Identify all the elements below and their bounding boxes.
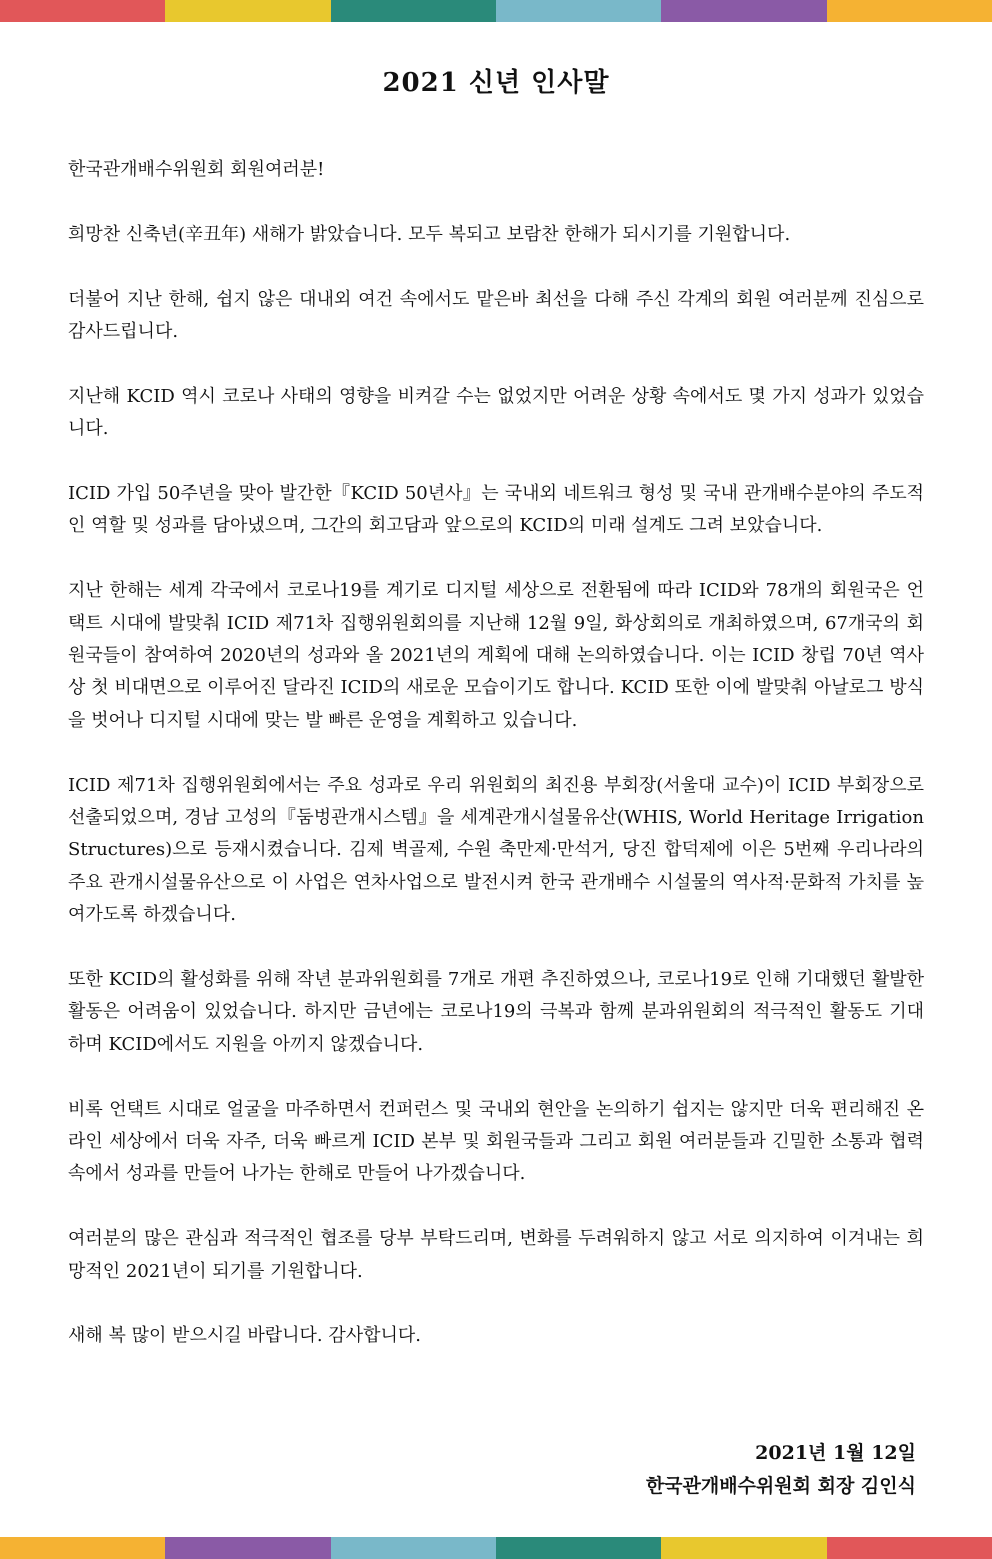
stripe-segment: [331, 1537, 496, 1559]
paragraph-greeting: 한국관개배수위원회 회원여러분!: [68, 159, 325, 180]
signature-name: 한국관개배수위원회 회장 김인식: [645, 1475, 916, 1497]
paragraph: 더불어 지난 한해, 쉽지 않은 대내외 여건 속에서도 맡은바 최선을 다해 주신 각계의 회원 여러분께 진심으로 감사드립니다.: [68, 288, 924, 342]
stripe-segment: [0, 0, 165, 22]
paragraph: 여러분의 많은 관심과 적극적인 협조를 당부 부탁드리며, 변화를 두려워하지 않고 서로 의지하여 이겨내는 희망적인 2021년이 되기를 기원합니다.: [68, 1228, 924, 1282]
stripe-segment: [165, 0, 330, 22]
stripe-segment: [661, 0, 826, 22]
paragraph: 지난해 KCID 역시 코로나 사태의 영향을 비켜갈 수는 없었지만 어려운 상황 속에서도 몇 가지 성과가 있었습니다.: [68, 385, 924, 440]
bottom-color-stripe: [0, 1537, 992, 1559]
stripe-segment: [827, 1537, 992, 1559]
stripe-segment: [496, 1537, 661, 1559]
stripe-segment: [331, 0, 496, 22]
paragraph: ICID 제71차 집행위원회에서는 주요 성과로 우리 위원회의 최진용 부회장(서울대 교수)이 ICID 부회장으로 선출되었으며, 경남 고성의『둠벙관개시스템』을 세계관개시설물유산(WHIS, World Heritage Irrigation Structures)으로 등재시켰습니다. 김제 벽골제, 수원 축만제·만석거, 당진 합덕제에 이은 5번째 우리나라의 주요 관개시설물유산으로 이 사업은 연차사업으로 발전시켜 한국 관개배수 시설물의 역사적·문화적 가치를 높여가도록 하겠습니다.: [68, 774, 924, 926]
stripe-segment: [0, 1537, 165, 1559]
paragraph: 또한 KCID의 활성화를 위해 작년 분과위원회를 7개로 개편 추진하였으나, 코로나19로 인해 기대했던 활발한 활동은 어려움이 있었습니다. 하지만 금년에는 코로나19의 극복과 함께 분과위원회의 적극적인 활동도 기대하며 KCID에서도 지원을 아끼지 않겠습니다.: [68, 969, 924, 1055]
paragraph-closing: 새해 복 많이 받으시길 바랍니다. 감사합니다.: [68, 1325, 422, 1347]
stripe-segment: [496, 0, 661, 22]
paragraph: ICID 가입 50주년을 맞아 발간한『KCID 50년사』는 국내외 네트워크 형성 및 국내 관개배수분야의 주도적인 역할 및 성과를 담아냈으며, 그간의 회고담과 앞으로의 KCID의 미래 설계도 그려 보았습니다.: [68, 483, 924, 537]
paragraph: 비록 언택트 시대로 얼굴을 마주하면서 컨퍼런스 및 국내외 현안을 논의하기 쉽지는 않지만 더욱 편리해진 온라인 세상에서 더욱 자주, 더욱 빠르게 ICID 본부 및 회원국들과 그리고 회원 여러분들과 긴밀한 소통과 협력 속에서 성과를 만들어 나가는 한해로 만들어 나가겠습니다.: [68, 1098, 924, 1185]
top-color-stripe: [0, 0, 992, 22]
signature-block: [646, 1437, 916, 1503]
paragraph: 희망찬 신축년(辛丑年) 새해가 밝았습니다. 모두 복되고 보람찬 한해가 되시기를 기원합니다.: [68, 223, 791, 245]
stripe-segment: [165, 1537, 330, 1559]
stripe-segment: [827, 0, 992, 22]
page-title: 2021 신년 인사말: [382, 68, 610, 98]
paragraph: 지난 한해는 세계 각국에서 코로나19를 계기로 디지털 세상으로 전환됨에 따라 ICID와 78개의 회원국은 언택트 시대에 발맞춰 ICID 제71차 집행위원회의를 지난해 12월 9일, 화상회의로 개최하였으며, 67개국의 회원국들이 참여하여 2020년의 성과와 올 2021년의 계획에 대해 논의하였습니다. 이는 ICID 창립 70년 역사상 첫 비대면으로 이루어진 달라진 ICID의 새로운 모습이기도 합니다. KCID 또한 이에 발맞춰 아날로그 방식을 벗어나 디지털 시대에 맞는 발 빠른 운영을 계획하고 있습니다.: [68, 580, 924, 731]
letter-body: [68, 154, 924, 1385]
stripe-segment: [661, 1537, 826, 1559]
signature-date: 2021년 1월 12일: [755, 1442, 916, 1464]
